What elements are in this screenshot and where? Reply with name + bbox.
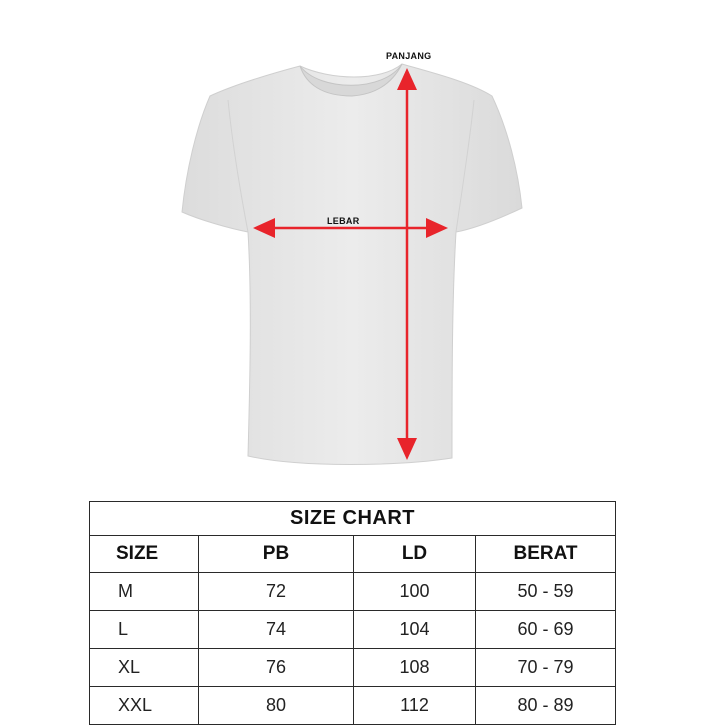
size-cell: XL bbox=[90, 649, 199, 687]
header-pb: PB bbox=[199, 536, 354, 573]
size-cell: XXL bbox=[90, 687, 199, 725]
ld-cell: 100 bbox=[354, 573, 476, 611]
ld-cell: 104 bbox=[354, 611, 476, 649]
size-chart-title-row bbox=[90, 502, 616, 536]
table-row bbox=[90, 611, 616, 649]
size-cell: L bbox=[90, 611, 199, 649]
pb-cell: 76 bbox=[199, 649, 354, 687]
berat-cell: 70 - 79 bbox=[476, 649, 616, 687]
size-chart-table bbox=[89, 501, 616, 725]
size-chart-title: SIZE CHART bbox=[90, 502, 616, 536]
length-label: PANJANG bbox=[386, 51, 432, 61]
table-row bbox=[90, 687, 616, 725]
pb-cell: 72 bbox=[199, 573, 354, 611]
width-label: LEBAR bbox=[327, 216, 360, 226]
berat-cell: 80 - 89 bbox=[476, 687, 616, 725]
size-cell: M bbox=[90, 573, 199, 611]
berat-cell: 50 - 59 bbox=[476, 573, 616, 611]
ld-cell: 112 bbox=[354, 687, 476, 725]
header-size: SIZE bbox=[90, 536, 199, 573]
header-ld: LD bbox=[354, 536, 476, 573]
size-chart-header-row bbox=[90, 536, 616, 573]
berat-cell: 60 - 69 bbox=[476, 611, 616, 649]
pb-cell: 80 bbox=[199, 687, 354, 725]
table-row bbox=[90, 573, 616, 611]
header-berat: BERAT bbox=[476, 536, 616, 573]
pb-cell: 74 bbox=[199, 611, 354, 649]
ld-cell: 108 bbox=[354, 649, 476, 687]
table-row bbox=[90, 649, 616, 687]
